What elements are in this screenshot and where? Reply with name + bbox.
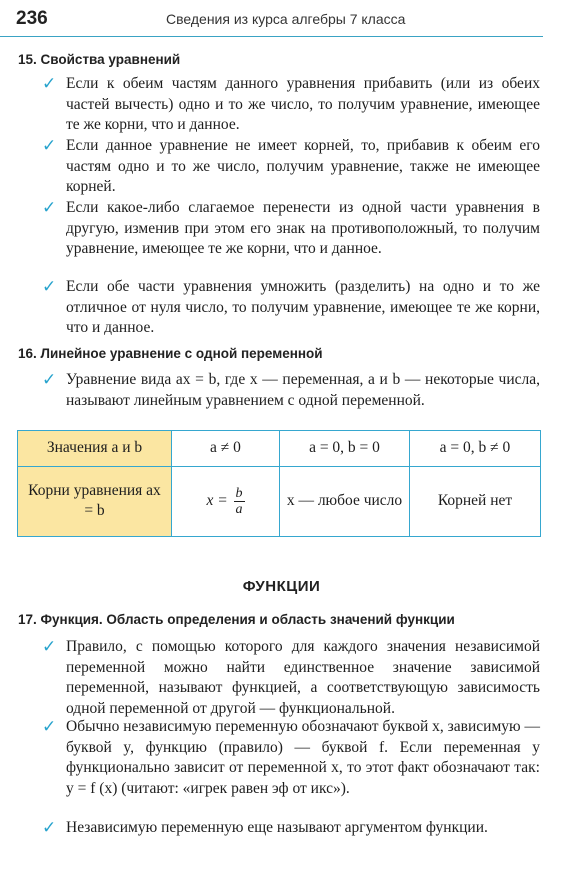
check-icon: ✓ <box>42 818 57 838</box>
check-icon: ✓ <box>42 370 57 390</box>
list-item <box>42 370 540 411</box>
table-cell: a = 0, b = 0 <box>280 431 410 467</box>
list-item-text: Уравнение вида ax = b, где x — переменная, a и b — некоторые числа, называют линейным уравнением с одной переменной. <box>66 371 540 409</box>
table-header-cell: Корни уравнения ax = b <box>18 466 172 536</box>
table-row <box>18 466 541 536</box>
list-item-text: Обычно независимую переменную обозначают буквой x, зависимую — буквой y, функцию (правило) — буквой f. Если переменная y функционально зависит от переменной x, то этот факт обозначают так: y = f (x) (читают: «игрек равен эф от икс»). <box>66 718 540 797</box>
table-cell: a = 0, b ≠ 0 <box>410 431 541 467</box>
table-cell: Корней нет <box>410 466 541 536</box>
check-icon: ✓ <box>42 198 57 218</box>
section-17-title: 17. Функция. Область определения и область значений функции <box>18 612 455 627</box>
list-item-text: Если какое-либо слагаемое перенести из одной части уравнения в другую, изменив при этом его знак на противоположный, то получим уравнение, имеющее те же корни, что и данное. <box>66 199 540 257</box>
check-icon: ✓ <box>42 74 57 94</box>
table-cell: a ≠ 0 <box>172 431 280 467</box>
linear-equation-table <box>17 430 541 537</box>
check-icon: ✓ <box>42 136 57 156</box>
list-item <box>42 277 540 339</box>
table-header-cell: Значения a и b <box>18 431 172 467</box>
check-icon: ✓ <box>42 637 57 657</box>
fraction <box>234 486 245 517</box>
fraction-denominator: a <box>235 501 243 517</box>
fraction-numerator: b <box>235 485 243 501</box>
page-number: 236 <box>16 8 48 29</box>
list-item-text: Правило, с помощью которого для каждого значения независимой переменной можно найти единственное значение зависимой переменной, называют функцией, а соответствующую зависимость одной переменной от другой — функциональной. <box>66 638 540 717</box>
list-item-text: Если данное уравнение не имеет корней, то, прибавив к обеим его частям одно и то же число, получим уравнение, также не имеющее корней. <box>66 137 540 195</box>
list-item <box>42 136 540 198</box>
section-15-title: 15. Свойства уравнений <box>18 52 181 67</box>
list-item-text: Если обе части уравнения умножить (разделить) на одно и то же отличное от нуля число, то получим уравнение, имеющее те же корни, что и данное. <box>66 278 540 336</box>
root-lhs: x = <box>206 492 228 510</box>
list-item <box>42 717 540 799</box>
page-header <box>0 0 563 38</box>
running-head: Сведения из курса алгебры 7 класса <box>166 11 406 27</box>
section-16-title: 16. Линейное уравнение с одной переменной <box>18 346 323 361</box>
table-row <box>18 431 541 467</box>
list-item-text: Независимую переменную еще называют аргументом функции. <box>66 819 488 836</box>
check-icon: ✓ <box>42 717 57 737</box>
functions-heading: ФУНКЦИИ <box>242 578 321 595</box>
list-item-text: Если к обеим частям данного уравнения прибавить (или из обеих частей вычесть) одно и то же число, то получим уравнение, имеющее те же корни, что и данное. <box>66 75 540 133</box>
list-item <box>42 198 540 260</box>
table-cell: x — любое число <box>280 466 410 536</box>
list-item <box>42 637 540 719</box>
list-item <box>42 818 540 839</box>
header-rule <box>0 36 543 37</box>
table-cell-root-formula <box>172 466 280 536</box>
check-icon: ✓ <box>42 277 57 297</box>
list-item <box>42 74 540 136</box>
